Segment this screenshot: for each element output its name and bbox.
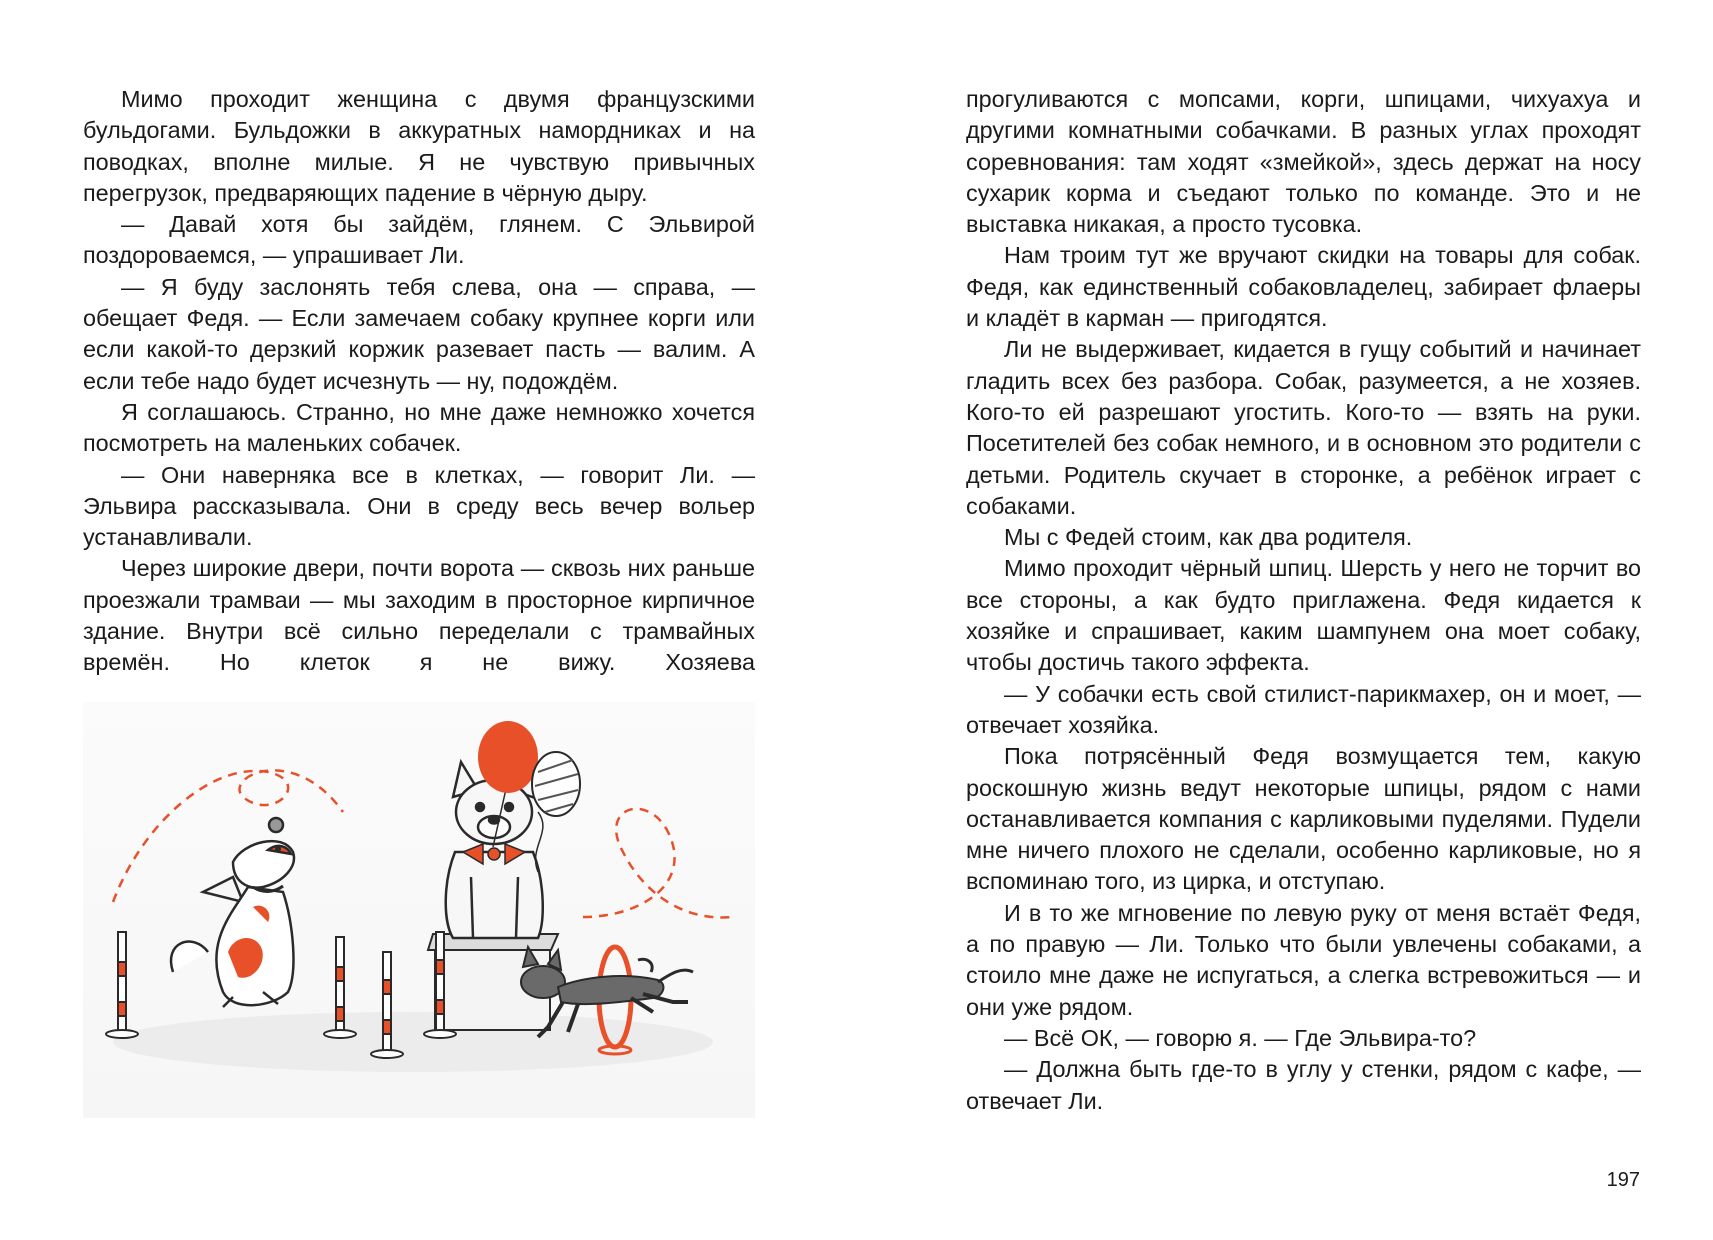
paragraph: — Всё ОК, — говорю я. — Где Эльвира-то? <box>1004 1024 1477 1051</box>
paragraph: — Они наверняка все в клетках, — говорит Ли. — Эльвира рассказывала. Они в среду весь вечер вольер устанавливали. <box>83 461 755 551</box>
paragraph: И в то же мгновение по левую руку от меня встаёт Федя, а по правую — Ли. Только что были увлечены собаками, а стоило мне даже не испугаться, а слегка встревожиться — и они уже рядом. <box>966 899 1641 1020</box>
paragraph: Через широкие двери, почти ворота — сквозь них раньше проезжали трамваи — мы заходим в просторное кирпичное здание. Внутри всё сильно переделали с трамвайных времён. Но клеток я не вижу. Хозяева <box>83 555 755 676</box>
dog-show-illustration <box>83 702 755 1118</box>
paragraph: Мимо проходит чёрный шпиц. Шерсть у него не торчит во все стороны, а как будто приглажена. Федя кидается к хозяйке и спрашивает, каким шампунем она моет собаку, чтобы достичь такого эффекта. <box>966 555 1641 676</box>
corgi <box>171 818 294 1007</box>
left-page-text <box>83 84 755 679</box>
paragraph: прогуливаются с мопсами, корги, шпицами, чихуахуа и другими комнатными собачками. В разных углах проходят соревнования: там ходят «змейкой», здесь держат на носу сухарик корма и съедают только по команде. Это и не выставка никакая, а просто тусовка. <box>966 86 1641 238</box>
dashed-trajectory-right <box>583 809 733 918</box>
striped-balloon <box>532 752 580 816</box>
paragraph: Нам троим тут же вручают скидки на товары для собак. Федя, как единственный собаковладелец, забирает флаеры и кладёт в карман — пригодятся. <box>966 242 1641 332</box>
paragraph: Я соглашаюсь. Странно, но мне даже немножко хочется посмотреть на маленьких собачек. <box>83 398 755 457</box>
paragraph: — Я буду заслонять тебя слева, она — справа, — обещает Федя. — Если замечаем собаку крупнее корги или если какой-то дерзкий коржик разевает пасть — валим. А если тебе надо будет исчезнуть — ну, подождём. <box>83 273 755 394</box>
paragraph: — У собачки есть свой стилист-парикмахер, он и моет, — отвечает хозяйка. <box>966 680 1641 738</box>
paragraph: — Должна быть где-то в углу у стенки, рядом с кафе, — отвечает Ли. <box>966 1056 1641 1114</box>
red-balloon <box>478 721 538 793</box>
paragraph: Мимо проходит женщина с двумя французскими бульдогами. Бульдожки в аккуратных намордниках и на поводках, вполне милые. Я не чувствую привычных перегрузок, предваряющих падение в чёрную дыру. <box>83 86 755 206</box>
paragraph: — Давай хотя бы зайдём, глянем. С Эльвирой поздороваемся, — упрашивает Ли. <box>83 211 755 269</box>
page-number: 197 <box>1606 1169 1640 1191</box>
paragraph: Мы с Федей стоим, как два родителя. <box>1004 524 1413 551</box>
right-page-text <box>966 84 1641 1117</box>
paragraph: Пока потрясённый Федя возмущается тем, какую роскошную жизнь ведут некоторые шпицы, рядом с нами останавливается компания с карликовыми пуделями. Пудели мне ничего плохого не сделали, особенно карликовые, но я вспоминаю того, из цирка, и отступаю. <box>966 743 1641 895</box>
paragraph: Ли не выдерживает, кидается в гущу событий и начинает гладить всех без разбора. Собак, разумеется, а не хозяев. Кого-то ей разрешают угостить. Кого-то — взять на руки. Посетителей без собак немного, и в основном это родители с детьми. Родитель скучает в сторонке, а ребёнок играет с собаками. <box>966 336 1641 519</box>
